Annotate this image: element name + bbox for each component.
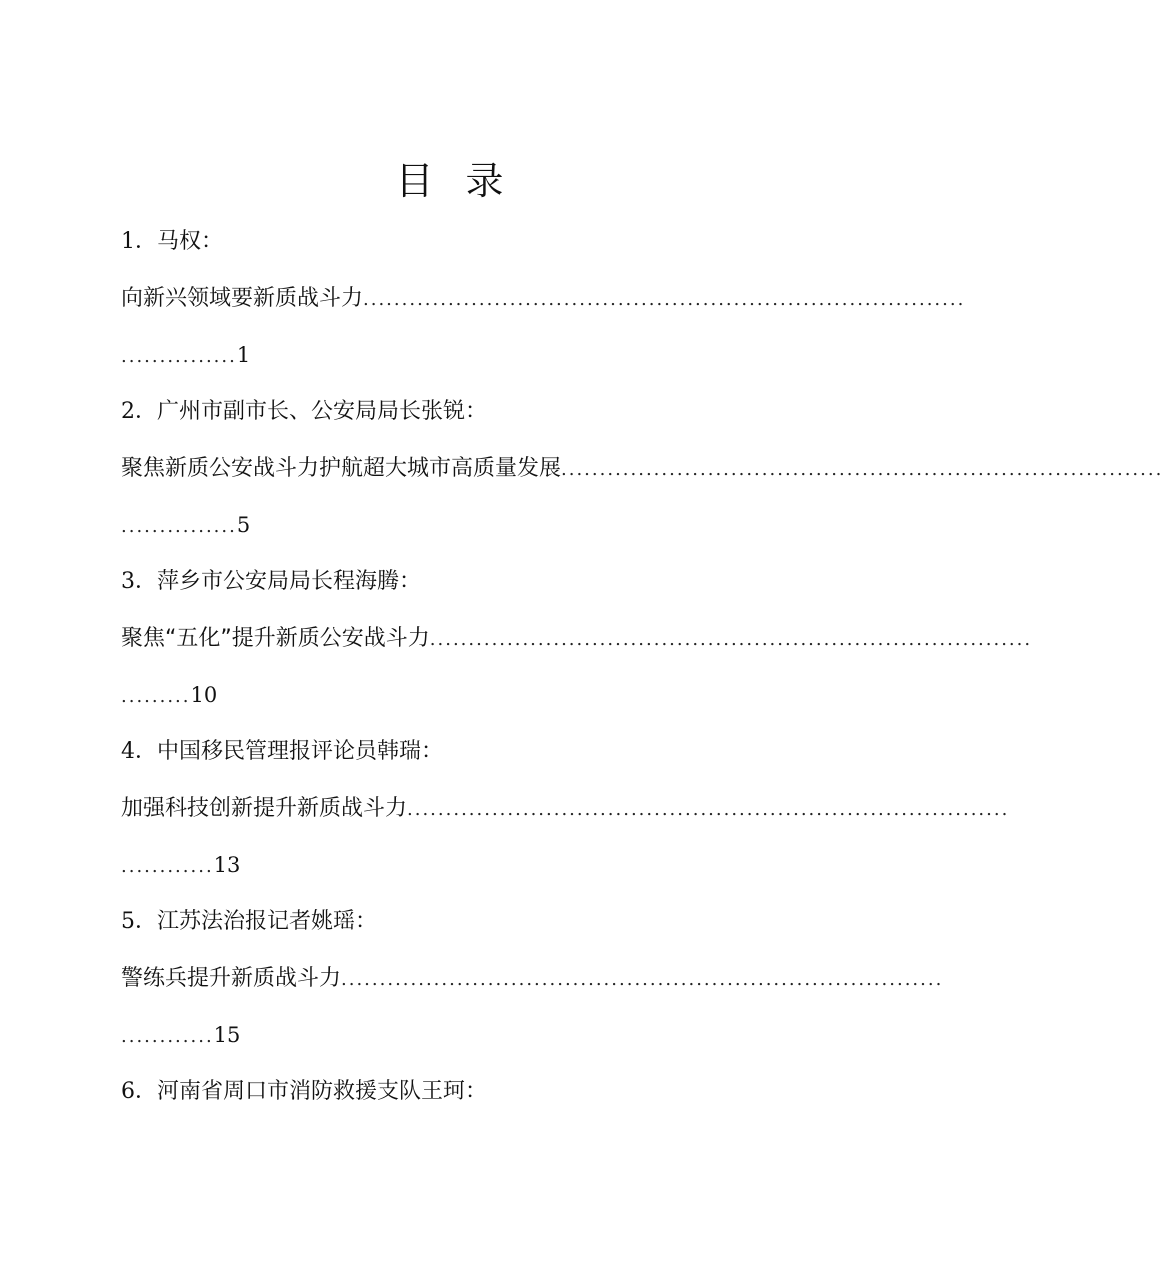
toc-title: 目 录 — [395, 159, 514, 203]
toc-entry-heading — [121, 735, 793, 769]
toc-entry-title[interactable]: 加强科技创新提升新质战斗力 — [121, 796, 408, 821]
toc-entry-heading — [121, 905, 793, 939]
toc-entry-heading — [121, 1075, 793, 1109]
toc-entry-title[interactable]: 聚焦新质公安战斗力护航超大城市高质量发展 — [121, 456, 562, 481]
toc-entry-title[interactable]: 向新兴领域要新质战斗力 — [121, 286, 364, 311]
toc-entry-author: 中国移民管理报评论员韩瑞： — [157, 739, 444, 764]
toc-entry-page-line — [121, 848, 793, 882]
toc-entry-heading — [121, 565, 793, 599]
toc-leader-dots-tail: ......... — [121, 686, 191, 707]
toc-entry-number: 4． — [121, 739, 157, 764]
toc-entry-title-line[interactable] — [121, 282, 966, 316]
toc-entry-number: 6． — [121, 1079, 157, 1104]
toc-entry-title[interactable]: 警练兵提升新质战斗力 — [121, 966, 342, 991]
toc-entry-heading — [121, 225, 793, 259]
toc-page-number[interactable]: 5 — [236, 513, 251, 537]
toc-leader-dots: .............................................................................. — [363, 289, 966, 310]
toc-entry-author: 江苏法治报记者姚瑶： — [157, 909, 378, 934]
toc-leader-dots-tail: ............ — [121, 1026, 214, 1047]
toc-entry-title-line[interactable] — [121, 622, 1033, 656]
toc-leader-dots-tail: ............... — [121, 516, 237, 537]
toc-page-number[interactable]: 15 — [213, 1023, 241, 1047]
toc-page-number[interactable]: 13 — [213, 853, 241, 877]
toc-entry-page-line — [121, 678, 793, 712]
toc-entry-author: 广州市副市长、公安局局长张锐： — [157, 399, 488, 424]
toc-leader-dots: .............................................................................. — [561, 459, 1163, 480]
toc-entry-title-line[interactable] — [121, 962, 944, 996]
toc-entry-number: 1． — [121, 229, 157, 254]
toc-entry-author: 河南省周口市消防救援支队王珂： — [157, 1079, 488, 1104]
toc-entry-heading — [121, 395, 793, 429]
toc-entry-page-line — [121, 338, 793, 372]
toc-leader-dots-tail: ............... — [121, 346, 237, 367]
toc-entry-author: 萍乡市公安局局长程海腾： — [157, 569, 422, 594]
toc-leader-dots: .............................................................................. — [429, 629, 1033, 650]
toc-entry-title[interactable]: 聚焦“五化”提升新质公安战斗力 — [121, 626, 430, 651]
toc-entry-title-line[interactable] — [121, 792, 1010, 826]
toc-entry-page-line — [121, 1018, 793, 1052]
toc-leader-dots: .............................................................................. — [407, 799, 1010, 820]
toc-entry-title-line[interactable] — [121, 452, 1163, 486]
toc-entry-author: 马权： — [157, 229, 224, 254]
toc-page-number[interactable]: 1 — [236, 343, 251, 367]
toc-entry-number: 5． — [121, 909, 157, 934]
toc-entry-number: 3． — [121, 569, 157, 594]
toc-leader-dots-tail: ............ — [121, 856, 214, 877]
toc-page-number[interactable]: 10 — [190, 683, 218, 707]
toc-leader-dots: .............................................................................. — [341, 969, 944, 990]
toc-entry-page-line — [121, 508, 793, 542]
toc-entry-number: 2． — [121, 399, 157, 424]
